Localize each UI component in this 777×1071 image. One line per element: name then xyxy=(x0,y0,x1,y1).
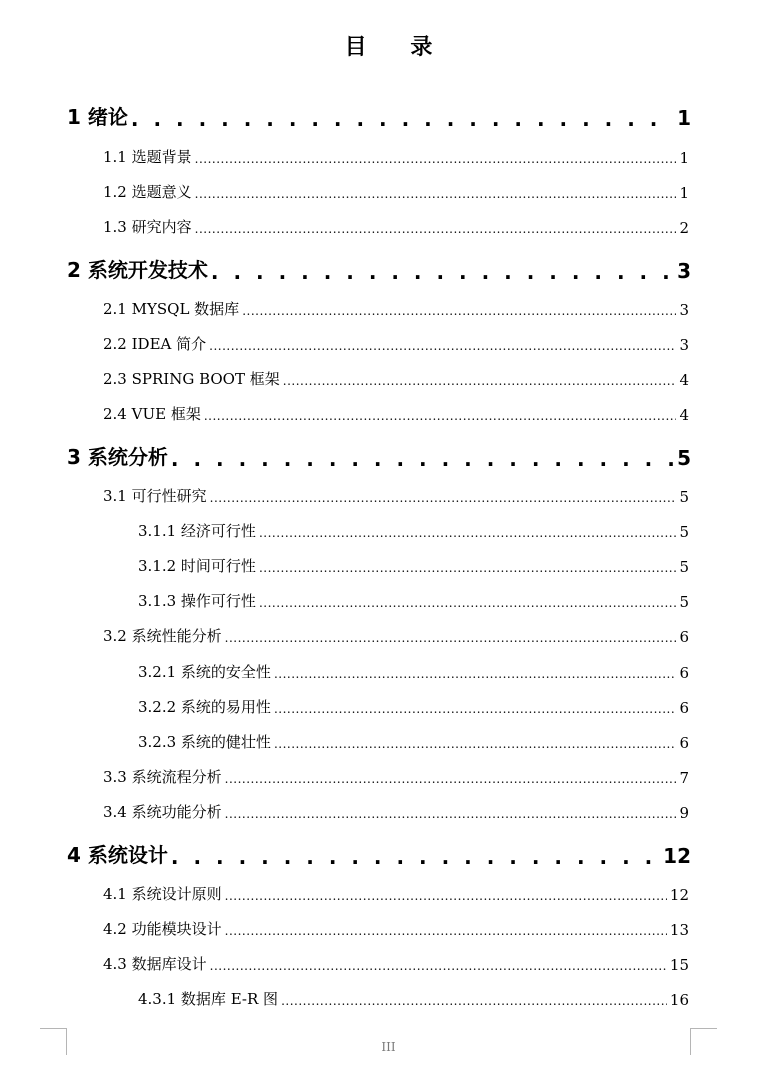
toc-entry-label: 4.1 系统设计原则 xyxy=(103,885,222,903)
toc-entry-subsection[interactable] xyxy=(138,660,689,682)
toc-entry-section[interactable] xyxy=(103,484,689,506)
toc-entry-label: 3.2.1 系统的安全性 xyxy=(138,663,271,681)
dot-leader xyxy=(259,525,677,541)
toc-entry-page: 1 xyxy=(679,149,689,167)
dot-leader xyxy=(131,108,674,130)
dot-leader xyxy=(259,560,677,576)
toc-entry-section[interactable] xyxy=(103,297,689,319)
toc-entry-label: 3.1.1 经济可行性 xyxy=(138,522,256,540)
toc-entry-label: 3.4 系统功能分析 xyxy=(103,803,222,821)
toc-entry-label: 4.3 数据库设计 xyxy=(103,955,207,973)
toc-entry-section[interactable] xyxy=(103,952,689,974)
toc-entry-section[interactable] xyxy=(103,180,689,202)
toc-entry-page: 6 xyxy=(679,628,689,646)
toc-entry-subsection[interactable] xyxy=(138,554,689,576)
toc-entry-section[interactable] xyxy=(103,882,689,904)
toc-entry-page: 5 xyxy=(679,558,689,576)
dot-leader xyxy=(259,595,677,611)
toc-entry-label: 1.1 选题背景 xyxy=(103,148,192,166)
toc-entry-section[interactable] xyxy=(103,800,689,822)
toc-entry-label: 4 系统设计 xyxy=(67,843,168,867)
toc-entry-page: 3 xyxy=(679,336,689,354)
toc-entry-chapter-1[interactable] xyxy=(67,102,691,130)
toc-entry-label: 1 绪论 xyxy=(67,105,128,129)
dot-leader xyxy=(274,701,677,717)
toc-entry-section[interactable] xyxy=(103,917,689,939)
toc-entry-section[interactable] xyxy=(103,332,689,354)
toc-entry-page: 1 xyxy=(677,106,691,130)
toc-entry-subsection[interactable] xyxy=(138,589,689,611)
toc-entry-chapter-4[interactable] xyxy=(67,840,691,868)
toc-entry-subsection[interactable] xyxy=(138,519,689,541)
dot-leader xyxy=(210,958,667,974)
toc-entry-page: 13 xyxy=(669,921,689,939)
toc-entry-label: 3 系统分析 xyxy=(67,445,168,469)
toc-entry-section[interactable] xyxy=(103,765,689,787)
toc-entry-page: 16 xyxy=(669,991,689,1009)
toc-entry-page: 6 xyxy=(679,734,689,752)
toc-entry-label: 1.3 研究内容 xyxy=(103,218,192,236)
toc-entry-section[interactable] xyxy=(103,402,689,424)
dot-leader xyxy=(274,666,677,682)
dot-leader xyxy=(211,261,674,283)
toc-entry-page: 4 xyxy=(679,371,689,389)
toc-entry-page: 12 xyxy=(663,844,691,868)
page-title: 目 录 xyxy=(344,35,451,60)
toc-entry-page: 7 xyxy=(679,769,689,787)
toc-entry-section[interactable] xyxy=(103,145,689,167)
toc-entry-label: 2 系统开发技术 xyxy=(67,258,208,282)
dot-leader xyxy=(283,373,677,389)
toc-entry-page: 6 xyxy=(679,664,689,682)
dot-leader xyxy=(210,490,677,506)
toc-entry-page: 12 xyxy=(669,886,689,904)
toc-entry-page: 15 xyxy=(669,956,689,974)
toc-entry-label: 3.1.3 操作可行性 xyxy=(138,592,256,610)
toc-entry-label: 4.2 功能模块设计 xyxy=(103,920,222,938)
dot-leader xyxy=(225,771,677,787)
dot-leader xyxy=(204,408,677,424)
dot-leader xyxy=(225,888,667,904)
toc-entry-subsection[interactable] xyxy=(138,730,689,752)
toc-entry-chapter-3[interactable] xyxy=(67,442,691,470)
toc-entry-label: 3.3 系统流程分析 xyxy=(103,768,222,786)
dot-leader xyxy=(195,221,677,237)
toc-entry-label: 3.1 可行性研究 xyxy=(103,487,207,505)
toc-entry-page: 5 xyxy=(679,523,689,541)
dot-leader xyxy=(225,630,677,646)
footer-page-number: III xyxy=(381,1040,396,1054)
toc-entry-label: 2.2 IDEA 简介 xyxy=(103,335,207,353)
dot-leader xyxy=(209,338,676,354)
toc-entry-chapter-2[interactable] xyxy=(67,255,691,283)
toc-entry-label: 2.3 SPRING BOOT 框架 xyxy=(103,370,280,388)
toc-entry-label: 3.2.3 系统的健壮性 xyxy=(138,733,271,751)
toc-entry-label: 3.2 系统性能分析 xyxy=(103,627,222,645)
toc-entry-label: 4.3.1 数据库 E-R 图 xyxy=(138,990,279,1008)
toc-entry-section[interactable] xyxy=(103,367,689,389)
dot-leader xyxy=(281,993,667,1009)
toc-entry-label: 3.1.2 时间可行性 xyxy=(138,557,256,575)
dot-leader xyxy=(171,448,674,470)
toc-entry-label: 1.2 选题意义 xyxy=(103,183,192,201)
dot-leader xyxy=(242,303,676,319)
toc-entry-label: 2.4 VUE 框架 xyxy=(103,405,201,423)
toc-entry-label: 2.1 MYSQL 数据库 xyxy=(103,300,240,318)
toc-entry-page: 6 xyxy=(679,699,689,717)
toc-entry-section[interactable] xyxy=(103,624,689,646)
toc-entry-page: 3 xyxy=(679,301,689,319)
toc-entry-section[interactable] xyxy=(103,215,689,237)
toc-entry-page: 4 xyxy=(679,406,689,424)
dot-leader xyxy=(195,151,677,167)
toc-entry-page: 3 xyxy=(677,259,691,283)
toc-entry-page: 2 xyxy=(679,219,689,237)
dot-leader xyxy=(195,186,677,202)
toc-entry-subsection[interactable] xyxy=(138,987,689,1009)
dot-leader xyxy=(225,806,677,822)
toc-entry-page: 1 xyxy=(679,184,689,202)
toc-entry-page: 5 xyxy=(679,488,689,506)
dot-leader xyxy=(225,923,667,939)
toc-entry-label: 3.2.2 系统的易用性 xyxy=(138,698,271,716)
toc-entry-page: 9 xyxy=(679,804,689,822)
toc-entry-page: 5 xyxy=(677,446,691,470)
toc-entry-page: 5 xyxy=(679,593,689,611)
toc-entry-subsection[interactable] xyxy=(138,695,689,717)
dot-leader xyxy=(274,736,677,752)
dot-leader xyxy=(171,846,660,868)
